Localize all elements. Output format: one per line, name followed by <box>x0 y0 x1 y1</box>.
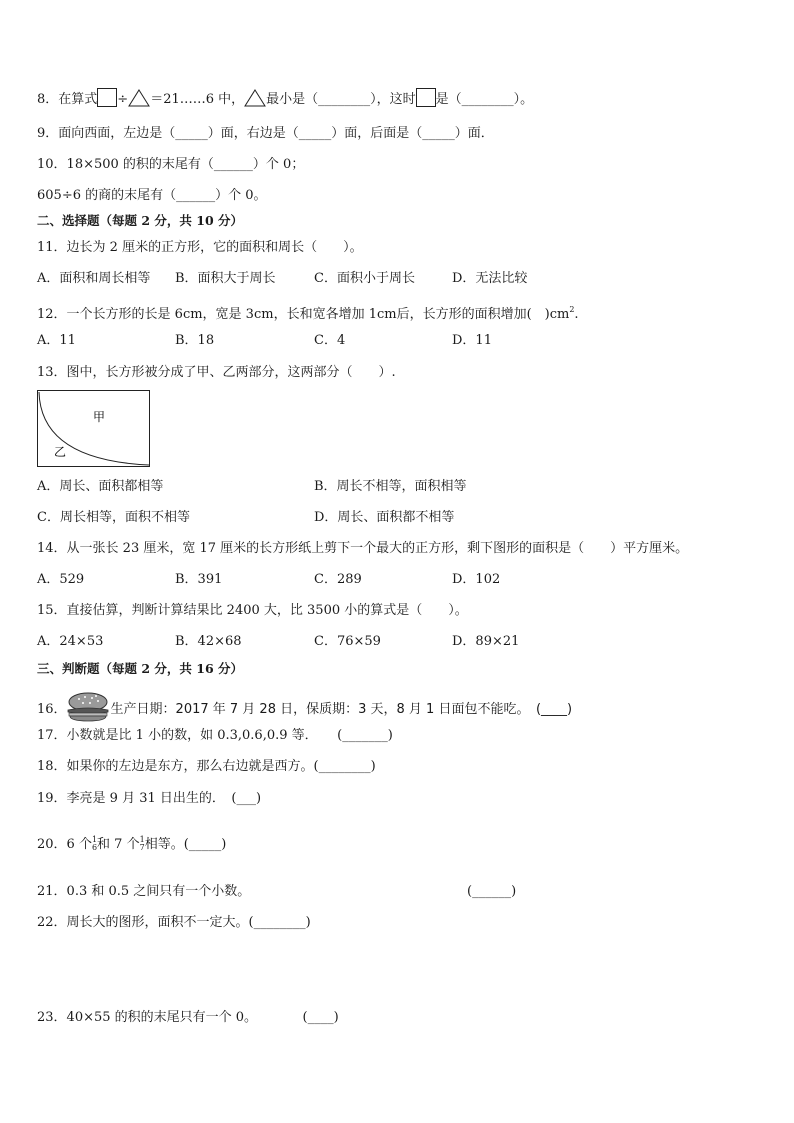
triangle-blank-icon <box>244 89 266 107</box>
frac1-den: 6 <box>91 843 98 852</box>
q12-option-c[interactable]: C．4 <box>314 333 346 348</box>
q12-sup: 2 <box>569 305 575 314</box>
q15-option-a[interactable]: A．24×53 <box>37 634 104 649</box>
burger-bread-icon <box>65 691 111 723</box>
question-17: 17．小数就是比 1 小的数，如 0.3,0.6,0.9 等． (_______) <box>37 728 393 743</box>
q16-text: 生产日期：2017 年 7 月 28 日，保质期：3 天，8 月 1 日面包不能吃。 (____) <box>110 702 573 717</box>
figure-label-yi: 乙 <box>54 445 67 459</box>
q11-option-a[interactable]: A．面积和周长相等 <box>37 271 151 286</box>
q15-option-d[interactable]: D．89×21 <box>452 634 520 649</box>
q12-end: . <box>574 307 579 322</box>
question-14-stem: 14．从一张长 23 厘米，宽 17 厘米的长方形纸上剪下一个最大的正方形，剩下图形的面积是（ ）平方厘米。 <box>37 541 689 556</box>
question-10b: 605÷6 的商的末尾有（______）个 0。 <box>37 188 267 203</box>
question-18: 18．如果你的左边是东方，那么右边就是西方。(________) <box>37 759 376 774</box>
question-21-blank: (______) <box>467 884 517 899</box>
q14-option-d[interactable]: D．102 <box>452 572 501 587</box>
question-21: 21．0.3 和 0.5 之间只有一个小数。 <box>37 884 251 899</box>
question-19: 19．李亮是 9 月 31 日出生的． (___) <box>37 791 262 806</box>
frac1-num: 1 <box>91 835 98 844</box>
question-16 <box>37 691 572 723</box>
q8-mid: ＝21……6 中， <box>150 92 245 107</box>
q12-option-a[interactable]: A．11 <box>37 333 76 348</box>
figure-label-jia: 甲 <box>93 410 106 424</box>
frac2-num: 1 <box>139 835 145 844</box>
question-20 <box>37 836 226 854</box>
q16-num: 16． <box>37 702 67 717</box>
q14-option-b[interactable]: B．391 <box>175 572 223 587</box>
q12-stem-text: 12．一个长方形的长是 6cm，宽是 3cm，长和宽各增加 1cm后，长方形的面积增加( )cm <box>37 307 570 322</box>
square-blank-icon <box>416 88 436 107</box>
rectangle-figure <box>37 390 151 468</box>
triangle-blank-icon <box>128 89 150 107</box>
q8-div: ÷ <box>117 92 129 107</box>
question-23: 23．40×55 的积的末尾只有一个 0。 (____) <box>37 1010 339 1025</box>
question-13-stem: 13．图中，长方形被分成了甲、乙两部分，这两部分（ ）. <box>37 365 396 380</box>
q12-option-b[interactable]: B．18 <box>175 333 215 348</box>
q8-tri-text: 最小是（________），这时 <box>266 92 416 107</box>
q13-option-c[interactable]: C．周长相等，面积不相等 <box>37 510 190 525</box>
q13-option-b[interactable]: B．周长不相等，面积相等 <box>314 479 467 494</box>
q20-a: 20．6 个 <box>37 837 92 852</box>
section-2-title: 二、选择题（每题 2 分，共 10 分） <box>37 213 244 228</box>
question-9: 9．面向西面，左边是（_____）面，右边是（_____）面，后面是（_____）面． <box>37 126 494 141</box>
question-12-stem <box>37 301 579 324</box>
q8-tail: 是（________）。 <box>435 92 534 107</box>
q11-option-c[interactable]: C．面积小于周长 <box>314 271 415 286</box>
q15-option-b[interactable]: B．42×68 <box>175 634 242 649</box>
q15-option-c[interactable]: C．76×59 <box>314 634 381 649</box>
q11-option-d[interactable]: D．无法比较 <box>452 271 528 286</box>
question-15-stem: 15．直接估算，判断计算结果比 2400 大，比 3500 小的算式是（ ）。 <box>37 603 468 618</box>
q13-option-d[interactable]: D．周长、面积都不相等 <box>314 510 455 525</box>
q20-b: 和 7 个 <box>97 837 140 852</box>
question-8 <box>37 88 533 109</box>
question-22: 22．周长大的图形，面积不一定大。(________) <box>37 915 311 930</box>
frac2-den: 7 <box>139 843 145 852</box>
square-blank-icon <box>97 88 117 107</box>
q11-option-b[interactable]: B．面积大于周长 <box>175 271 276 286</box>
question-10a: 10．18×500 的积的末尾有（______）个 0； <box>37 157 305 172</box>
q8-prefix: 8．在算式 <box>37 92 98 107</box>
q12-option-d[interactable]: D．11 <box>452 333 492 348</box>
q14-option-a[interactable]: A．529 <box>37 572 85 587</box>
q14-option-c[interactable]: C．289 <box>314 572 362 587</box>
q13-option-a[interactable]: A．周长、面积都相等 <box>37 479 164 494</box>
question-11-stem: 11．边长为 2 厘米的正方形，它的面积和周长（ ）。 <box>37 240 363 255</box>
q20-c: 相等。(_____) <box>144 837 227 852</box>
section-3-title: 三、判断题（每题 2 分，共 16 分） <box>37 661 244 676</box>
